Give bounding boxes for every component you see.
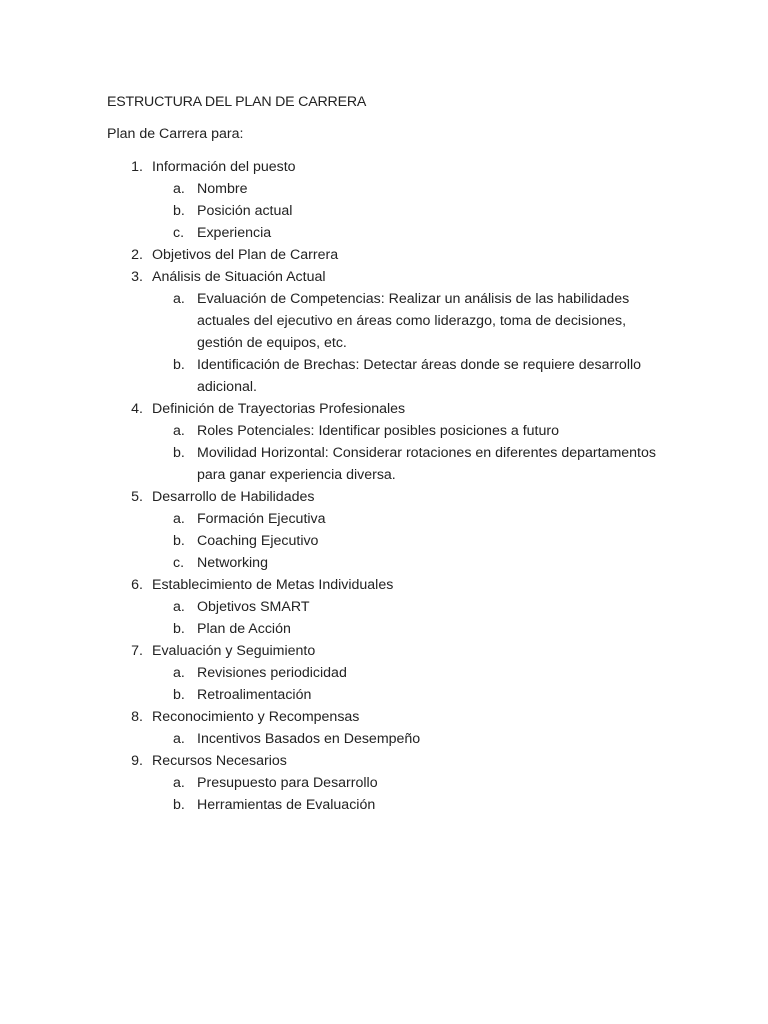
- subitem: [152, 178, 667, 200]
- subitem-letter: a.: [173, 423, 185, 439]
- subitem: [152, 662, 667, 684]
- subitem-text: Movilidad Horizontal: Considerar rotaciones en diferentes departamentos para ganar experiencia diversa.: [197, 445, 656, 483]
- subitem-letter: b.: [173, 533, 185, 549]
- subitem-text: Nombre: [197, 181, 248, 197]
- subitem: [152, 530, 667, 552]
- subitem: [152, 222, 667, 244]
- subitem-text: Networking: [197, 555, 268, 571]
- subitem-list: [152, 662, 707, 706]
- section-item: [107, 266, 707, 398]
- section-item: [107, 574, 707, 640]
- subitem-list: [152, 596, 707, 640]
- subitem-text: Plan de Acción: [197, 621, 291, 637]
- section-item: [107, 750, 707, 816]
- section-label: Evaluación y Seguimiento: [152, 643, 316, 659]
- subitem: [152, 354, 667, 398]
- subitem-text: Herramientas de Evaluación: [197, 797, 376, 813]
- subitem-letter: a.: [173, 665, 185, 681]
- subitem-text: Coaching Ejecutivo: [197, 533, 319, 549]
- section-label: Información del puesto: [152, 159, 296, 175]
- section-list: [107, 156, 707, 816]
- subitem-text: Identificación de Brechas: Detectar áreas donde se requiere desarrollo adicional.: [197, 357, 642, 395]
- subitem-list: [152, 508, 707, 574]
- section-number: 9.: [131, 753, 143, 769]
- section-label: Análisis de Situación Actual: [152, 269, 326, 285]
- subitem-letter: b.: [173, 621, 185, 637]
- subitem: [152, 288, 667, 354]
- subitem-text: Presupuesto para Desarrollo: [197, 775, 378, 791]
- section-item: [107, 706, 707, 750]
- subitem-text: Revisiones periodicidad: [197, 665, 347, 681]
- section-number: 3.: [131, 269, 143, 285]
- subitem: [152, 442, 667, 486]
- section-label: Definición de Trayectorias Profesionales: [152, 401, 406, 417]
- subitem: [152, 684, 667, 706]
- subitem-text: Formación Ejecutiva: [197, 511, 326, 527]
- section-number: 5.: [131, 489, 143, 505]
- subitem-letter: b.: [173, 203, 185, 219]
- subitem-list: [152, 178, 707, 244]
- subitem-letter: a.: [173, 181, 185, 197]
- subitem-list: [152, 772, 707, 816]
- subitem: [152, 728, 667, 750]
- subitem-text: Objetivos SMART: [197, 599, 310, 615]
- subitem-list: [152, 288, 707, 398]
- section-item: [107, 244, 707, 266]
- subitem-text: Evaluación de Competencias: Realizar un análisis de las habilidades actuales del ejecutivo en áreas como liderazgo, toma de decisiones, gestión de equipos, etc.: [197, 291, 630, 351]
- section-item: [107, 156, 707, 244]
- subitem-list: [152, 420, 707, 486]
- subitem-list: [152, 728, 707, 750]
- document-body: [107, 91, 707, 816]
- subitem-text: Incentivos Basados en Desempeño: [197, 731, 421, 747]
- subitem: [152, 618, 667, 640]
- section-label: Recursos Necesarios: [152, 753, 287, 769]
- subitem-letter: b.: [173, 357, 185, 373]
- subitem-text: Experiencia: [197, 225, 272, 241]
- section-number: 1.: [131, 159, 143, 175]
- subitem-letter: a.: [173, 775, 185, 791]
- section-number: 4.: [131, 401, 143, 417]
- subitem: [152, 508, 667, 530]
- subitem-text: Roles Potenciales: Identificar posibles posiciones a futuro: [197, 423, 559, 439]
- subitem-letter: a.: [173, 511, 185, 527]
- section-label: Objetivos del Plan de Carrera: [152, 247, 339, 263]
- section-number: 7.: [131, 643, 143, 659]
- subitem-letter: a.: [173, 291, 185, 307]
- subitem-letter: b.: [173, 797, 185, 813]
- section-item: [107, 640, 707, 706]
- section-number: 6.: [131, 577, 143, 593]
- subitem-letter: a.: [173, 599, 185, 615]
- section-item: [107, 486, 707, 574]
- subitem-letter: b.: [173, 687, 185, 703]
- subitem-letter: a.: [173, 731, 185, 747]
- section-number: 2.: [131, 247, 143, 263]
- section-label: Establecimiento de Metas Individuales: [152, 577, 394, 593]
- document-subtitle: Plan de Carrera para:: [107, 126, 244, 142]
- subitem: [152, 200, 667, 222]
- section-number: 8.: [131, 709, 143, 725]
- document-title: ESTRUCTURA DEL PLAN DE CARRERA: [107, 94, 367, 110]
- section-label: Reconocimiento y Recompensas: [152, 709, 360, 725]
- subitem: [152, 772, 667, 794]
- subitem-text: Posición actual: [197, 203, 293, 219]
- subitem: [152, 552, 667, 574]
- subitem: [152, 794, 667, 816]
- subitem: [152, 420, 667, 442]
- subitem-letter: b.: [173, 445, 185, 461]
- subitem-letter: c.: [173, 225, 185, 241]
- subitem: [152, 596, 667, 618]
- section-label: Desarrollo de Habilidades: [152, 489, 315, 505]
- subitem-letter: c.: [173, 555, 185, 571]
- section-item: [107, 398, 707, 486]
- subitem-text: Retroalimentación: [197, 687, 312, 703]
